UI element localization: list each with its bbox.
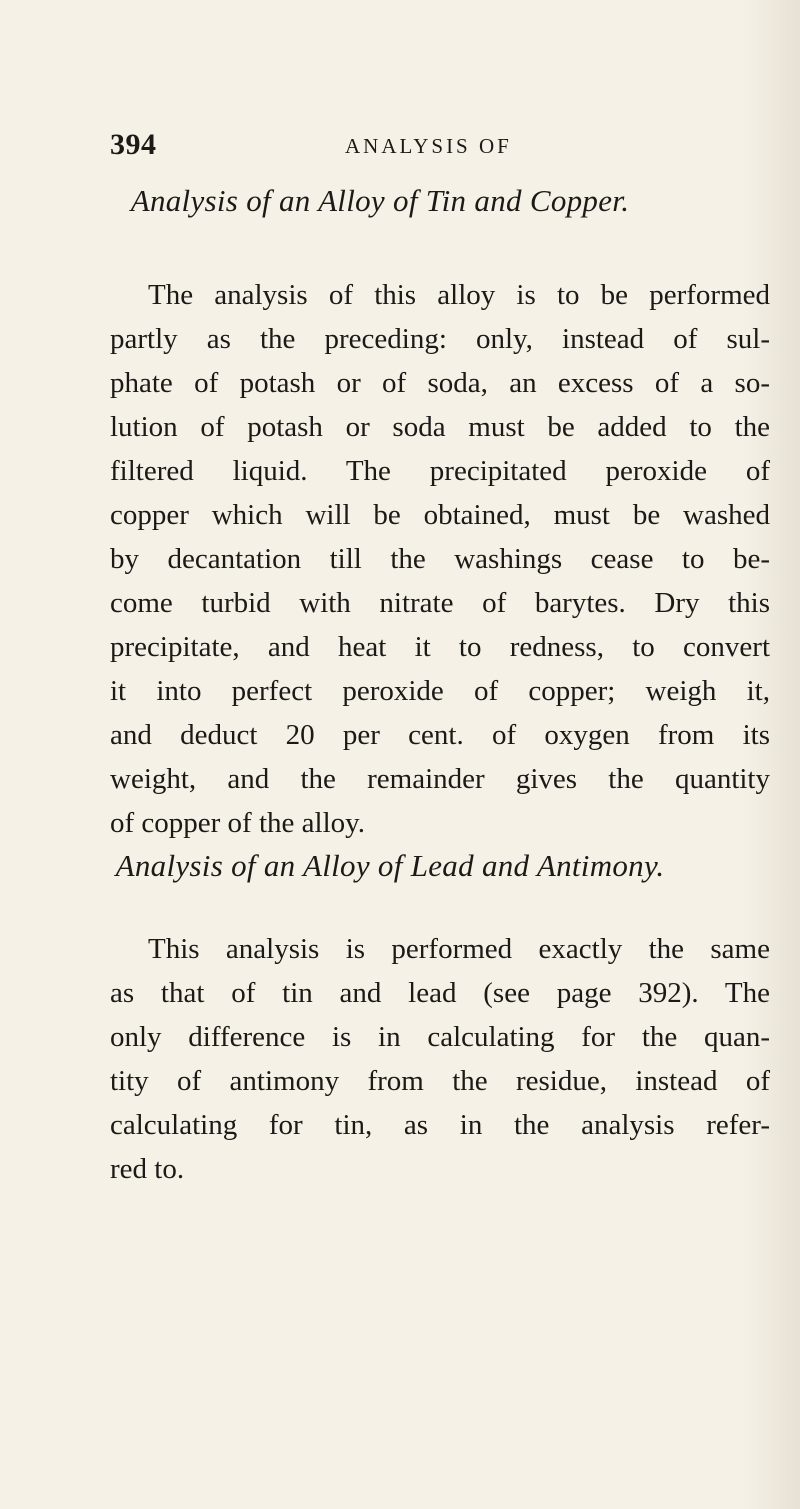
text-line: This analysis is performed exactly the same (148, 933, 770, 965)
text-line: red to. (110, 1153, 185, 1185)
text-line: precipitate, and heat it to redness, to convert (110, 631, 770, 663)
text-line: it into perfect peroxide of copper; weigh it, (110, 675, 770, 707)
running-title: ANALYSIS OF (345, 134, 512, 158)
text-line: The analysis of this alloy is to be performed (148, 279, 770, 311)
section-title-tin-copper: Analysis of an Alloy of Tin and Copper. (130, 183, 630, 218)
text-line: of copper of the alloy. (110, 807, 365, 839)
text-line: tity of antimony from the residue, instead of (110, 1065, 770, 1097)
text-line: partly as the preceding: only, instead of sul- (110, 323, 770, 355)
text-line: filtered liquid. The precipitated peroxide of (110, 455, 770, 487)
text-line: copper which will be obtained, must be washed (110, 499, 770, 531)
text-line: calculating for tin, as in the analysis refer- (110, 1109, 770, 1141)
section-title-lead-antimony: Analysis of an Alloy of Lead and Antimony. (115, 848, 665, 883)
text-line: weight, and the remainder gives the quantity (110, 763, 770, 795)
page-number: 394 (110, 128, 157, 161)
text-line: phate of potash or of soda, an excess of a so- (110, 367, 770, 399)
running-head (110, 128, 750, 168)
text-line: come turbid with nitrate of barytes. Dry this (110, 587, 770, 619)
text-line: only difference is in calculating for the quan- (110, 1021, 770, 1053)
paragraph-tin-copper (110, 273, 770, 845)
text-line: as that of tin and lead (see page 392). The (110, 977, 770, 1009)
text-line: by decantation till the washings cease to be- (110, 543, 770, 575)
text-line: and deduct 20 per cent. of oxygen from its (110, 719, 770, 751)
text-line: lution of potash or soda must be added to the (110, 411, 770, 443)
paragraph-lead-antimony (110, 927, 770, 1191)
